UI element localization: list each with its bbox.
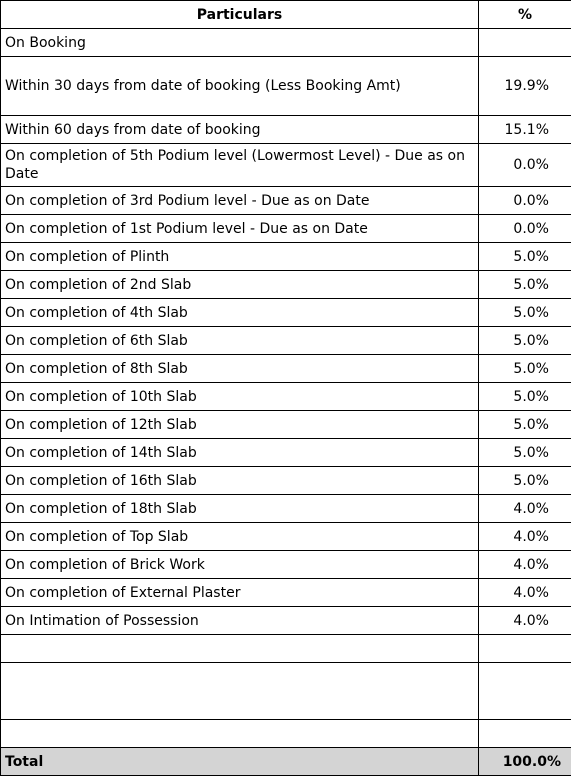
percent-cell: 5.0% <box>479 383 571 411</box>
table-row <box>1 523 571 551</box>
table-row <box>1 327 571 355</box>
table-row <box>1 551 571 579</box>
empty-row <box>1 635 571 663</box>
particulars-cell: On completion of Top Slab <box>1 523 479 551</box>
particulars-cell: On completion of External Plaster <box>1 579 479 607</box>
percent-cell: 5.0% <box>479 439 571 467</box>
particulars-cell: On completion of 6th Slab <box>1 327 479 355</box>
particulars-cell: On completion of Brick Work <box>1 551 479 579</box>
percent-cell <box>479 635 571 663</box>
percent-cell: 5.0% <box>479 327 571 355</box>
percent-cell: 0.0% <box>479 144 571 187</box>
percent-header: % <box>479 1 571 29</box>
table-row <box>1 467 571 495</box>
particulars-cell: On completion of 8th Slab <box>1 355 479 383</box>
percent-cell: 4.0% <box>479 607 571 635</box>
total-row <box>1 748 571 776</box>
percent-cell: 5.0% <box>479 467 571 495</box>
percent-cell <box>479 720 571 748</box>
percent-cell: 4.0% <box>479 523 571 551</box>
particulars-cell: On completion of 14th Slab <box>1 439 479 467</box>
particulars-cell: On completion of 10th Slab <box>1 383 479 411</box>
table-row <box>1 383 571 411</box>
percent-cell: 5.0% <box>479 299 571 327</box>
particulars-cell: On Intimation of Possession <box>1 607 479 635</box>
particulars-cell: On completion of 1st Podium level - Due as on Date <box>1 215 479 243</box>
table-row <box>1 495 571 523</box>
table-row <box>1 215 571 243</box>
particulars-cell: Within 60 days from date of booking <box>1 116 479 144</box>
particulars-cell: On Booking <box>1 29 479 57</box>
particulars-cell <box>1 663 479 720</box>
table-row <box>1 439 571 467</box>
table-row <box>1 607 571 635</box>
particulars-header: Particulars <box>1 1 479 29</box>
table-row <box>1 299 571 327</box>
percent-cell: 5.0% <box>479 411 571 439</box>
percent-cell: 5.0% <box>479 271 571 299</box>
table-row <box>1 187 571 215</box>
percent-cell: 15.1% <box>479 116 571 144</box>
table-row <box>1 411 571 439</box>
empty-row <box>1 720 571 748</box>
percent-cell <box>479 663 571 720</box>
total-label: Total <box>1 748 479 776</box>
percent-cell: 5.0% <box>479 243 571 271</box>
particulars-cell: On completion of 16th Slab <box>1 467 479 495</box>
table-row <box>1 271 571 299</box>
percent-cell: 4.0% <box>479 579 571 607</box>
percent-cell: 0.0% <box>479 187 571 215</box>
percent-cell <box>479 29 571 57</box>
percent-cell: 5.0% <box>479 355 571 383</box>
particulars-cell <box>1 720 479 748</box>
particulars-cell: On completion of 3rd Podium level - Due as on Date <box>1 187 479 215</box>
table-row <box>1 355 571 383</box>
table-row <box>1 579 571 607</box>
table-row <box>1 243 571 271</box>
particulars-cell: On completion of 5th Podium level (Lowermost Level) - Due as on Date <box>1 144 479 187</box>
percent-cell: 4.0% <box>479 551 571 579</box>
total-percent: 100.0% <box>479 748 571 776</box>
particulars-cell: On completion of 4th Slab <box>1 299 479 327</box>
header-row <box>1 1 571 29</box>
table-row <box>1 29 571 57</box>
particulars-cell: On completion of Plinth <box>1 243 479 271</box>
percent-cell: 19.9% <box>479 57 571 116</box>
particulars-cell: On completion of 12th Slab <box>1 411 479 439</box>
table-row <box>1 116 571 144</box>
particulars-cell <box>1 635 479 663</box>
percent-cell: 0.0% <box>479 215 571 243</box>
table-row <box>1 57 571 116</box>
empty-row <box>1 663 571 720</box>
particulars-cell: Within 30 days from date of booking (Less Booking Amt) <box>1 57 479 116</box>
particulars-cell: On completion of 2nd Slab <box>1 271 479 299</box>
table-row <box>1 144 571 187</box>
particulars-cell: On completion of 18th Slab <box>1 495 479 523</box>
percent-cell: 4.0% <box>479 495 571 523</box>
